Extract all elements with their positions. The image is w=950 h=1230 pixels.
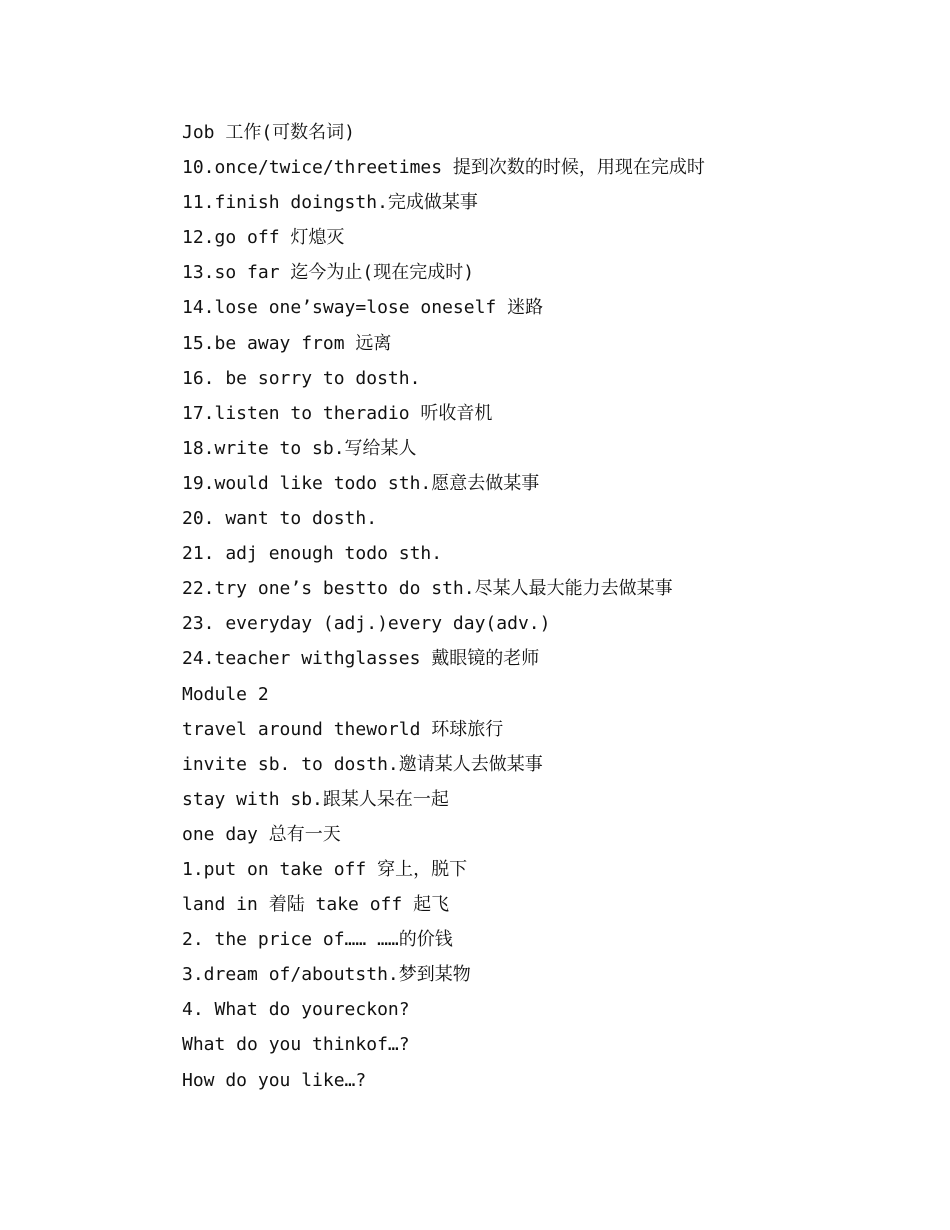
list-line: 23. everyday (adj.)every day(adv.) — [182, 613, 551, 635]
list-line: 4. What do youreckon? — [182, 999, 410, 1021]
list-line: What do you thinkof…? — [182, 1034, 410, 1056]
list-line: 12.go off 灯熄灭 — [182, 227, 345, 249]
list-line: 18.write to sb.写给某人 — [182, 437, 417, 459]
list-line: 14.lose one’sway=lose oneself 迷路 — [182, 297, 544, 319]
list-line: 17.listen to theradio 听收音机 — [182, 402, 493, 424]
list-line: 13.so far 迄今为止(现在完成时) — [182, 262, 475, 284]
list-line: 24.teacher withglasses 戴眼镜的老师 — [182, 648, 540, 670]
list-line: 21. adj enough todo sth. — [182, 543, 443, 565]
list-line: 19.would like todo sth.愿意去做某事 — [182, 472, 540, 494]
list-line: stay with sb.跟某人呆在一起 — [182, 788, 449, 810]
list-line: Job 工作(可数名词) — [182, 122, 356, 143]
list-line: 15.be away from 远离 — [182, 332, 392, 354]
list-line: 1.put on take off 穿上，脱下 — [182, 858, 468, 880]
list-line: 2. the price of…… ……的价钱 — [182, 929, 453, 951]
list-line: 11.finish doingsth.完成做某事 — [182, 192, 478, 214]
vocabulary-list — [182, 115, 882, 1098]
list-line: 16. be sorry to dosth. — [182, 367, 421, 389]
module-heading: Module 2 — [182, 683, 269, 705]
list-line: land in 着陆 take off 起飞 — [182, 894, 450, 916]
list-line: travel around theworld 环球旅行 — [182, 718, 504, 740]
list-line: invite sb. to dosth.邀请某人去做某事 — [182, 753, 543, 775]
list-line: one day 总有一天 — [182, 823, 341, 845]
list-line: How do you like…? — [182, 1069, 367, 1091]
list-line: 22.try one’s bestto do sth.尽某人最大能力去做某事 — [182, 578, 673, 600]
list-line: 10.once/twice/threetimes 提到次数的时候，用现在完成时 — [182, 157, 705, 179]
list-line: 20. want to dosth. — [182, 508, 378, 530]
list-line: 3.dream of/aboutsth.梦到某物 — [182, 964, 471, 986]
